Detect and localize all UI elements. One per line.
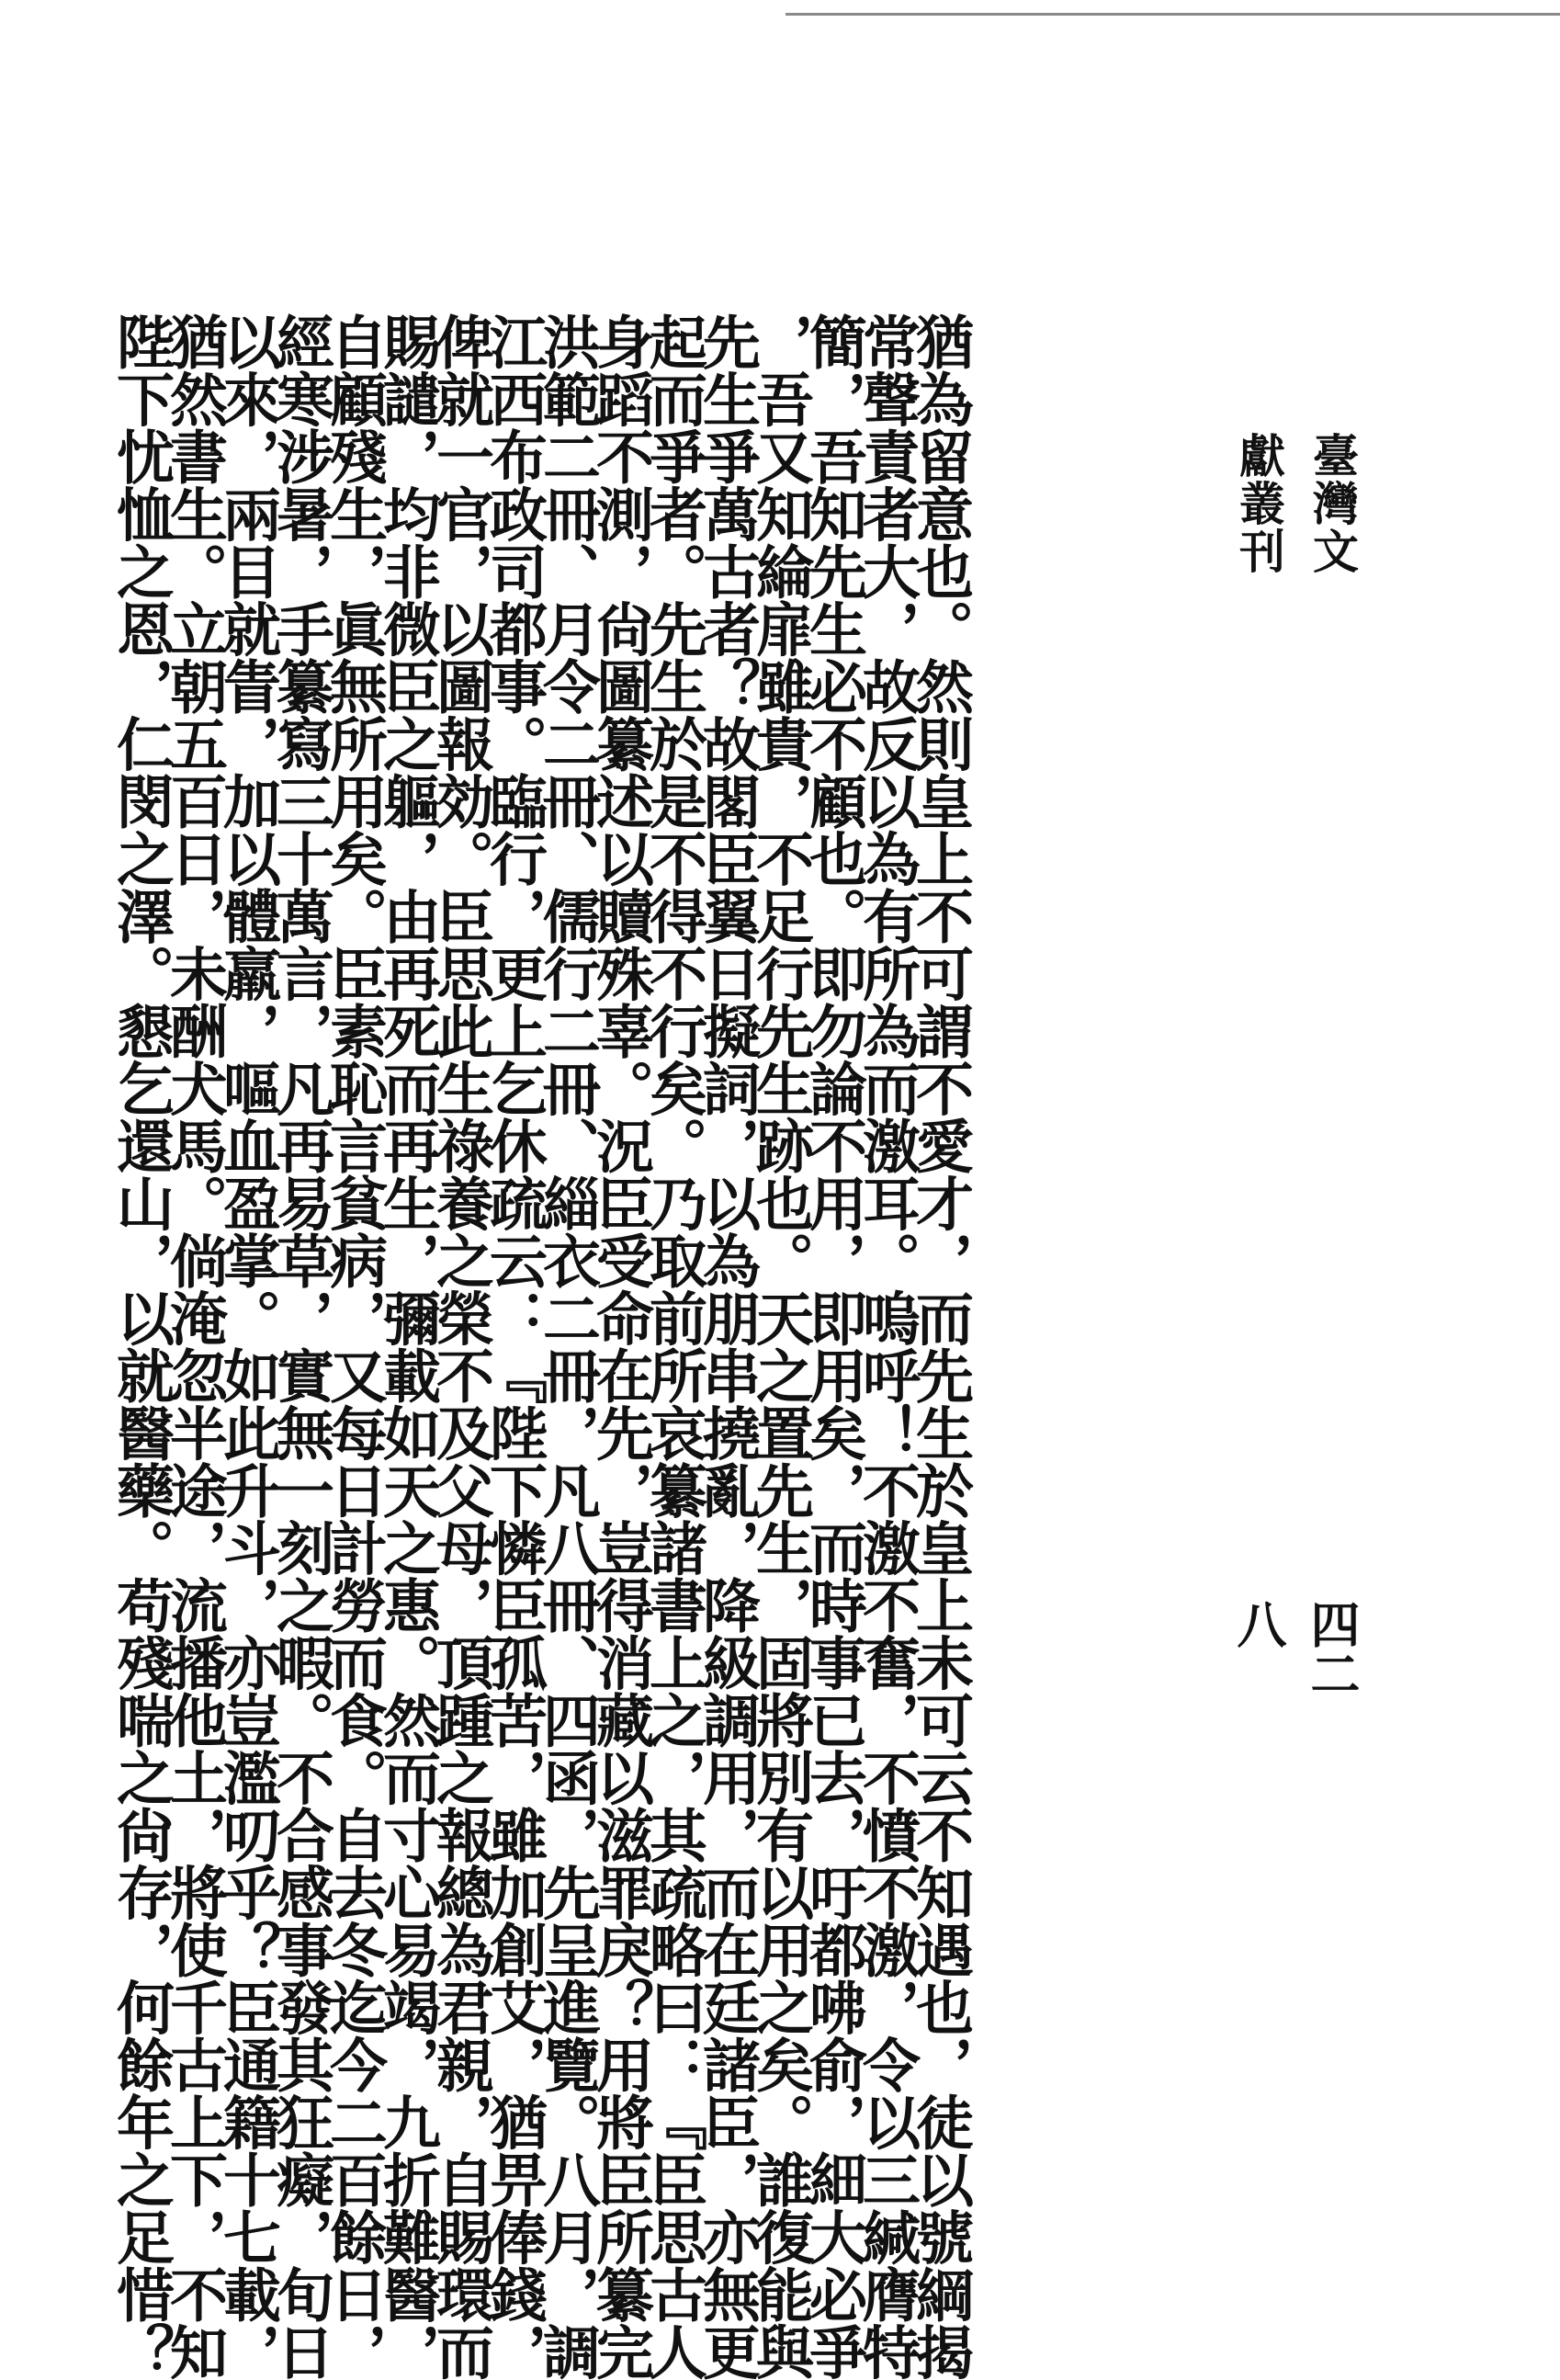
text-column: 先生爭萬古者？故閣臣翼日擬詞，以為朋串撓亂，降級調用，而在廷諸臣，亦無更 xyxy=(694,312,762,2380)
running-head: 臺灣文獻叢刊 xyxy=(1232,432,1360,575)
page-number: 四二八 xyxy=(1229,1599,1362,1698)
text-column: ，吾又知綸扉雖貴，不足行先生跡也。天之置先生，固將別有以用之矣。誰復能與 xyxy=(747,312,815,2380)
body-text xyxy=(107,312,1254,2380)
text-column: 猶為留意也。然則皇上不可謂不愛才，而先生於皇上未可云不知遇也，徒以號綱揭 xyxy=(907,312,975,2380)
text-column: 自顧殘生，眞無所用矣。臣素恥言貧病，又每日計勞而食。自去冬迄今二百餘日， xyxy=(321,312,389,2380)
text-column: 猶然書生。立朝五百日，未酬犬馬。倘淹忽半途，流播他土，將使千古上下，不知 xyxy=(161,312,229,2380)
text-column: 江西布政司都事。臨行，更上乞休疏云：『陛下憐臣孤苦，雖加創艾，猶畀俸錢， xyxy=(480,312,548,2380)
text-column: 俾就一官，以圖報効。臣思此生祿養之榮不及父母，頂踵之報總為君親，自賜環而 xyxy=(427,312,495,2380)
top-rule xyxy=(786,13,1560,16)
text-column: 洪範二冊、月令二冊、儒行二冊、緇衣二冊，凡八冊、四函，先呈進覽。八月，調 xyxy=(534,312,602,2380)
text-column: 賜譴，均非微臣之軀，由再死而再生，彌載如天之惠。然而寸心易竭，九折難醫， xyxy=(374,312,442,2380)
text-column: 身蹈不測，尙圖纂述以贖殊辜。況臣受命在先，豈得消藏以滋罪戾？用將臣所纂完 xyxy=(587,312,655,2380)
text-column: 經寒涉暑，手纂寫三十萬言，凡再易草，實無一刻之暇。不合感事發其狂癡，旬日 xyxy=(267,312,335,2380)
text-column: 陛下忧恤之恩，仁閔之澤。懇乞還山，以就醫藥。苟殘喘之尙存，何餘年之足惜？ xyxy=(107,312,175,2380)
text-column: 常聲責者大，故反以為有所為而激耳。嗚呼！不激不奮，不憤不激，令以三緘膺特 xyxy=(853,312,921,2380)
text-column: 以來，兩目就眚，加以體羸，嘔血盈掌。如此升斗，亦豈濫叨乎？臣通籍十七載， xyxy=(214,312,282,2380)
text-column: 起而爭者。先生於是不得不行矣。乃取前所哀纂諸書上之，其疏略曰：『臣思古人 xyxy=(640,312,708,2380)
text-column: 簡，吾知先生必不顧也。即勿論不用，即用矣，而時事已去，吁都咈俞，細大必爭 xyxy=(800,312,868,2380)
text-columns xyxy=(107,312,975,2380)
